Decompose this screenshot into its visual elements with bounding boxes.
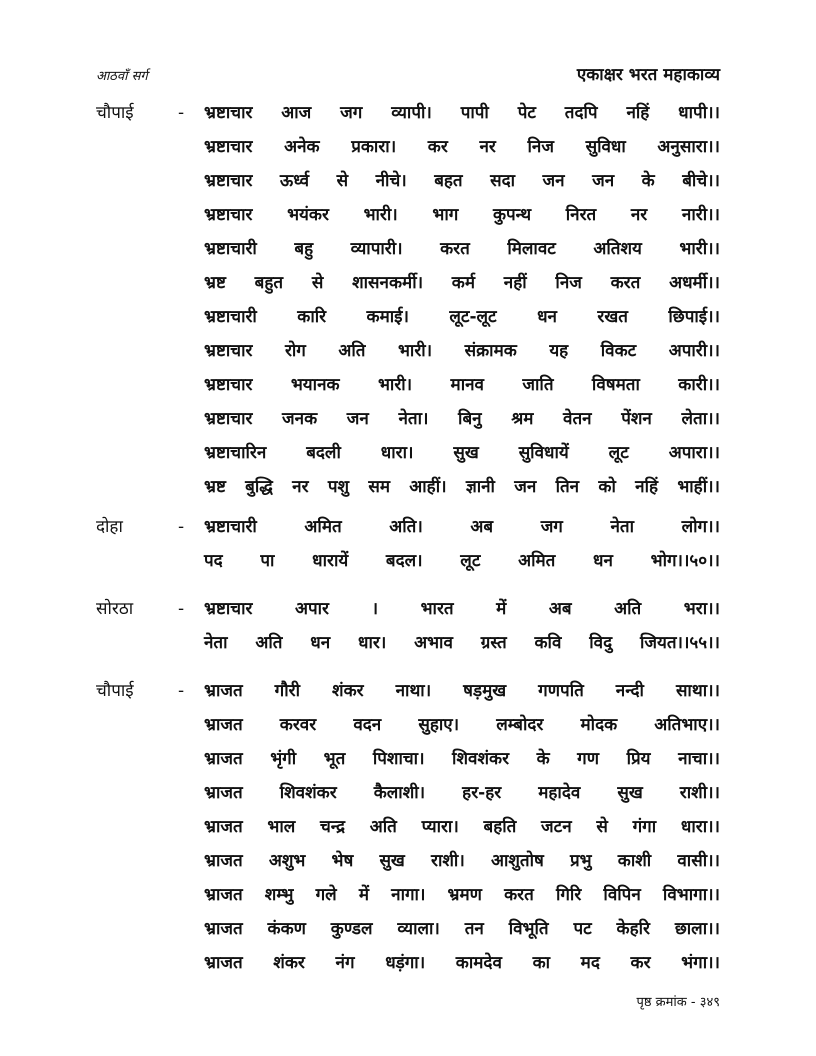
verse-line: भ्रष्टाचार रोग अति भारी। संक्रामक यह विकट अपारी।।: [204, 341, 720, 361]
verse-lines: [204, 96, 720, 504]
verse-line: भ्रष्टाचारिन बदली धारा। सुख सुविधायें लूट अपारा।।: [204, 443, 720, 463]
verse-line: भ्राजत भृंगी भूत पिशाचा। शिवशंकर के गण प्रिय नाचा।।: [204, 749, 720, 769]
verse-line: भ्रष्टाचार अपार । भारत में अब अति भरा।।: [204, 599, 720, 619]
book-title: एकाक्षर भरत महाकाव्य: [576, 65, 720, 85]
verse-lines: [204, 510, 720, 578]
verse-line: भ्रष्ट बहुत से शासनकर्मी। कर्म नहीं निज करत अधर्मी।।: [204, 273, 720, 293]
page-number: पृष्ठ क्रमांक - ३४९: [636, 995, 720, 1010]
verse-line: भ्राजत गौरी शंकर नाथा। षड़मुख गणपति नन्दी साथा।।: [204, 681, 720, 701]
verse-type-label: दोहा: [96, 517, 123, 537]
verse-line: भ्रष्टाचार जनक जन नेता। बिनु श्रम वेतन पेंशन लेता।।: [204, 409, 720, 429]
verse-line: भ्राजत शिवशंकर कैलाशी। हर-हर महादेव सुख राशी।।: [204, 783, 720, 803]
verse-line: भ्रष्टाचारी कारि कमाई। लूट-लूट धन रखत छिपाई।।: [204, 307, 720, 327]
verse-line: भ्रष्टाचार भयानक भारी। मानव जाति विषमता कारी।।: [204, 375, 720, 395]
verse-separator: -: [178, 681, 185, 701]
verse-type-label: चौपाई: [96, 103, 134, 123]
verse-type-label: सोरठा: [96, 599, 134, 619]
chapter-title: आठवाँ सर्ग: [96, 69, 148, 84]
verse-line: भ्रष्टाचार भयंकर भारी। भाग कुपन्थ निरत नर नारी।।: [204, 205, 720, 225]
verse-line: भ्रष्टाचार ऊर्ध्व से नीचे। बहत सदा जन जन के बीचे।।: [204, 171, 720, 191]
verse-line: पद पा धारायें बदल। लूट अमित धन भोग।।५०।।: [204, 551, 720, 571]
verse-line: भ्रष्टाचारी अमित अति। अब जग नेता लोग।।: [204, 517, 720, 537]
verse-line: भ्राजत भाल चन्द्र अति प्यारा। बहति जटन से गंगा धारा।।: [204, 817, 720, 837]
verse-separator: -: [178, 517, 185, 537]
verse-line: भ्राजत अशुभ भेष सुख राशी। आशुतोष प्रभु काशी वासी।।: [204, 851, 720, 871]
verse-separator: -: [178, 599, 185, 619]
verse-line: भ्राजत शम्भु गले में नागा। भ्रमण करत गिरि विपिन विभागा।।: [204, 885, 720, 905]
verse-line: भ्रष्टाचार अनेक प्रकारा। कर नर निज सुविधा अनुसारा।।: [204, 137, 720, 157]
verse-line: भ्रष्टाचार आज जग व्यापी। पापी पेट तदपि नहिं धापी।।: [204, 103, 720, 123]
verse-line: भ्रष्टाचारी बहु व्यापारी। करत मिलावट अतिशय भारी।।: [204, 239, 720, 259]
verse-line: भ्राजत करवर वदन सुहाए। लम्बोदर मोदक अतिभाए।।: [204, 715, 720, 735]
verse-lines: [204, 674, 720, 980]
verse-separator: -: [178, 103, 185, 123]
verse-line: भ्राजत कंकण कुण्डल व्याला। तन विभूति पट केहरि छाला।।: [204, 919, 720, 939]
verse-type-label: चौपाई: [96, 681, 134, 701]
verse-line: भ्रष्ट बुद्धि नर पशु सम आहीं। ज्ञानी जन तिन को नहिं भाहीं।।: [204, 477, 720, 497]
verse-line: भ्राजत शंकर नंग धड़ंगा। कामदेव का मद कर भंगा।।: [204, 953, 720, 973]
page-header: [96, 62, 720, 90]
verse-line: नेता अति धन धार। अभाव ग्रस्त कवि विदु जियत।।५५।।: [204, 633, 720, 653]
verse-lines: [204, 592, 720, 660]
